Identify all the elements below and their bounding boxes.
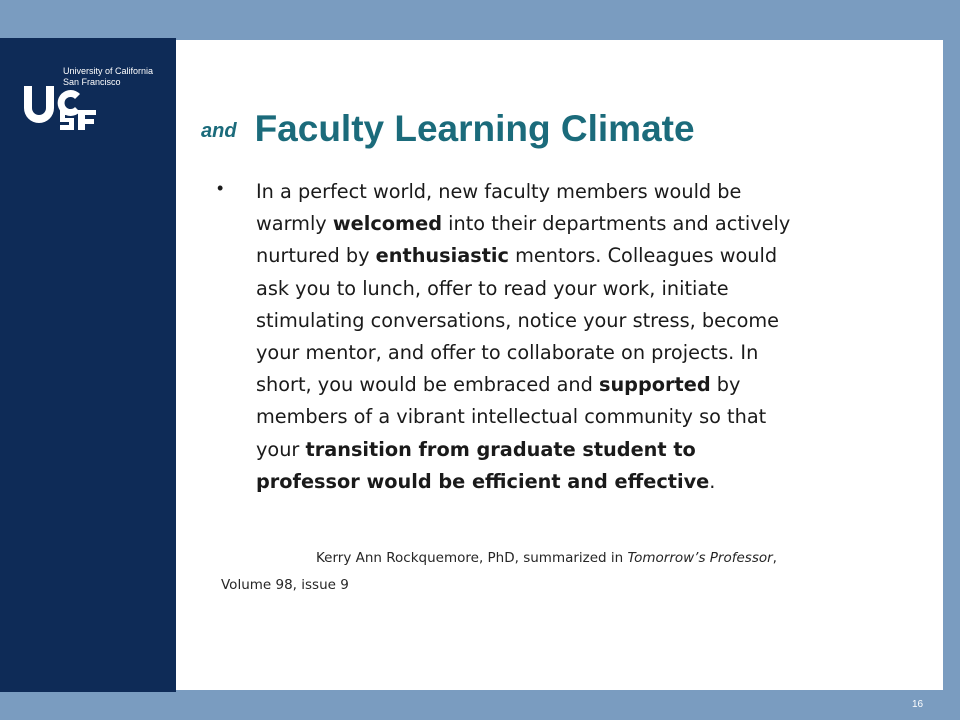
bullet-text-part: .	[709, 469, 716, 493]
bullet-text-part: mentors. Colleagues would ask you to lunch, offer to read your work, initiate stimulating conversations, notice your stress, become your mentor, and offer to collaborate on projects. In short, you would be embraced and	[256, 244, 780, 397]
logo-university-line: University of California	[63, 66, 154, 76]
citation-source: Tomorrow’s Professor	[627, 550, 773, 566]
bullet-dot-icon: •	[217, 178, 224, 198]
logo-campus-line: San Francisco	[63, 77, 121, 87]
emphasis-welcomed: welcomed	[332, 212, 443, 236]
bullet-text-part: In a perfect world, new faculty members would be warmly	[256, 180, 742, 236]
title-prefix: and	[201, 120, 237, 142]
emphasis-enthusiastic: enthusiastic	[375, 244, 509, 268]
citation-volume: , Volume 98, issue 9	[221, 550, 777, 593]
bullet-text-part: by members of a vibrant intellectual community so that your	[256, 373, 767, 461]
sidebar-panel	[0, 38, 176, 692]
bullet-text-part: into their departments and actively nurtured by	[256, 212, 791, 268]
slide-title	[201, 108, 695, 150]
right-frame-strip	[945, 0, 960, 720]
citation	[221, 545, 781, 599]
ucsf-logo	[22, 82, 108, 130]
top-frame-bar	[0, 0, 945, 38]
bottom-frame-bar	[0, 692, 945, 720]
page-number: 16	[912, 699, 924, 710]
emphasis-supported: supported	[598, 373, 711, 397]
bullet-text	[256, 176, 801, 498]
citation-author: Kerry Ann Rockquemore, PhD, summarized in	[316, 550, 628, 566]
title-main: Faculty Learning Climate	[254, 108, 695, 149]
emphasis-transition: transition from graduate student to professor would be efficient and effective	[256, 437, 710, 493]
logo-wordmark-text: UCSF	[22, 82, 25, 83]
